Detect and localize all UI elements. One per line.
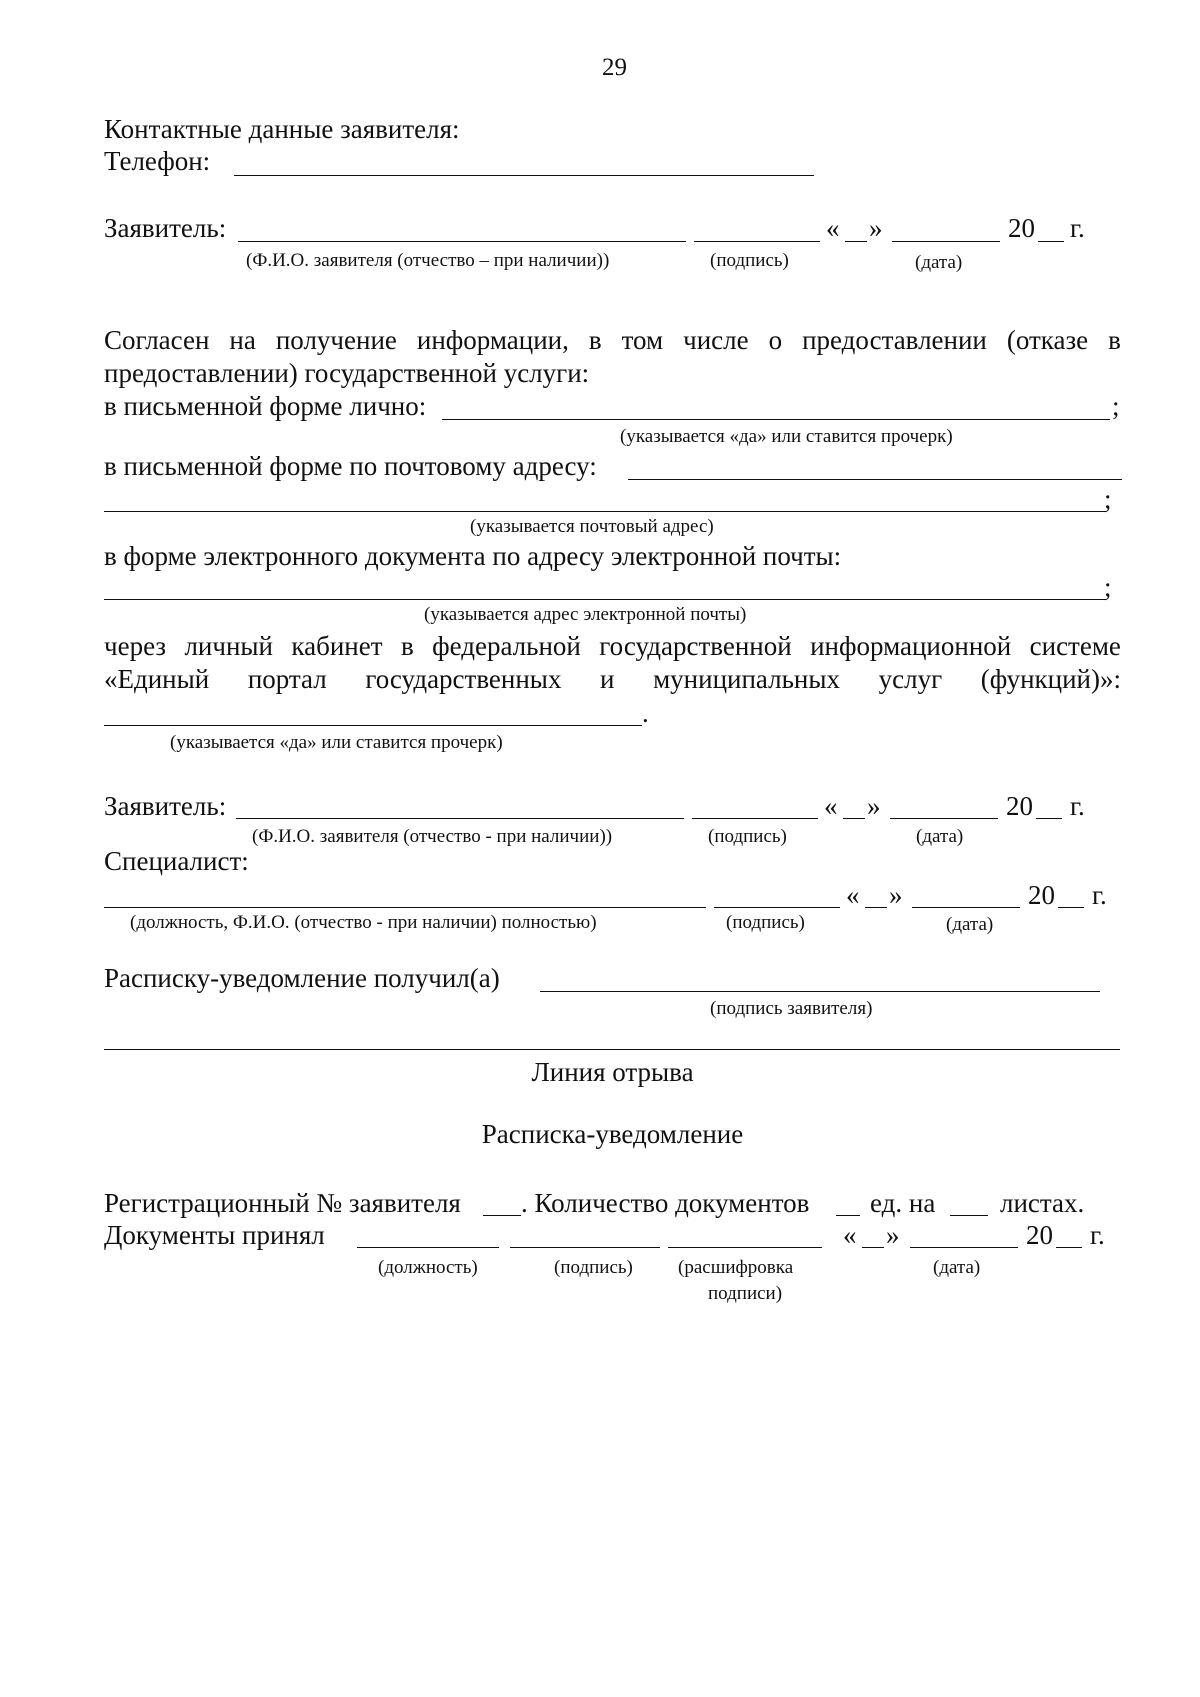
portal-line-2: [104, 663, 1121, 695]
doc-count-field[interactable]: [836, 1215, 860, 1216]
date-year-suffix: г.: [1070, 791, 1085, 821]
postal-label: в письменной форме по почтовому адресу:: [104, 451, 597, 481]
tear-line: [104, 1049, 1120, 1050]
consent-word: в: [588, 325, 602, 355]
caption-specialist-sign: (подпись): [726, 912, 805, 933]
caption-email: (указывается адрес электронной почты): [424, 604, 747, 625]
portal-word: портал: [247, 664, 327, 694]
phone-field[interactable]: [234, 175, 814, 176]
date-quote-close: »: [886, 1220, 900, 1250]
date-year-prefix: 20: [1028, 880, 1055, 910]
consent-line-1: [104, 324, 1121, 356]
semicolon: ;: [1104, 572, 1112, 602]
caption-applicant-fio: (Ф.И.О. заявителя (отчество – при наличии)): [246, 250, 610, 271]
sheets-label: листах.: [1000, 1188, 1085, 1218]
consent-line-2: предоставлении) государственной услуги:: [104, 358, 590, 388]
portal-word: муниципальных: [653, 664, 841, 694]
applicant-label: Заявитель:: [104, 213, 227, 243]
caption-specialist-date: (дата): [946, 914, 994, 935]
date-year-prefix: 20: [1008, 213, 1035, 243]
postal-field-2[interactable]: [104, 511, 1106, 512]
date-year-suffix: г.: [1092, 880, 1107, 910]
portal-field[interactable]: [104, 725, 642, 726]
date-quote-open: «: [843, 1220, 857, 1250]
reg-number-label: Регистрационный № заявителя: [104, 1188, 461, 1218]
written-personal-field[interactable]: [442, 419, 1110, 420]
portal-line-1: [104, 630, 1121, 662]
date-quote-close: »: [889, 880, 903, 910]
specialist-sign-field[interactable]: [714, 907, 840, 908]
accepted-year-field[interactable]: [1056, 1247, 1082, 1248]
applicant-sign-field[interactable]: [692, 818, 818, 819]
accepted-month-field[interactable]: [910, 1247, 1018, 1248]
phone-label: Телефон:: [104, 146, 211, 176]
portal-word: через: [104, 631, 167, 661]
receipt-title: Расписка-уведомление: [481, 1119, 744, 1149]
accepted-label: Документы принял: [104, 1220, 325, 1250]
caption-portal: (указывается «да» или ставится прочерк): [170, 732, 503, 753]
caption-applicant-sign: (подпись): [710, 250, 789, 271]
specialist-year-field[interactable]: [1058, 907, 1084, 908]
caption-accepted-decode-2: подписи): [708, 1283, 783, 1304]
applicant-day-field[interactable]: [845, 241, 867, 242]
date-year-suffix: г.: [1070, 213, 1085, 243]
applicant-year-field[interactable]: [1038, 241, 1064, 242]
caption-accepted-date: (дата): [933, 1257, 981, 1278]
page-number: 29: [602, 54, 627, 81]
specialist-label: Специалист:: [104, 846, 249, 876]
consent-word: предоставлении: [802, 325, 987, 355]
caption-written-personal: (указывается «да» или ставится прочерк): [620, 426, 953, 447]
consent-word: о: [768, 325, 783, 355]
portal-word: в: [400, 631, 414, 661]
caption-accepted-decode-1: (расшифровка: [678, 1257, 794, 1278]
caption-applicant-fio: (Ф.И.О. заявителя (отчество - при наличии)): [252, 826, 613, 847]
portal-word: системе: [1029, 631, 1121, 661]
written-personal-label: в письменной форме лично:: [104, 391, 427, 421]
caption-applicant-sign: (подпись): [708, 826, 787, 847]
caption-accepted-position: (должность): [378, 1257, 478, 1278]
consent-word: в: [1108, 325, 1121, 355]
caption-applicant-date: (дата): [915, 252, 963, 273]
applicant-fio-field[interactable]: [238, 241, 686, 242]
contact-title: Контактные данные заявителя:: [104, 114, 460, 144]
caption-receipt-received: (подпись заявителя): [710, 998, 873, 1019]
caption-postal: (указывается почтовый адрес): [470, 516, 714, 537]
applicant-sign-field[interactable]: [694, 241, 820, 242]
consent-word: получение: [275, 325, 397, 355]
applicant-label: Заявитель:: [104, 791, 227, 821]
accepted-day-field[interactable]: [862, 1247, 884, 1248]
postal-field-1[interactable]: [628, 479, 1122, 480]
tear-line-label: Линия отрыва: [531, 1057, 694, 1087]
receipt-received-label: Расписку-уведомление получил(а): [104, 963, 500, 993]
portal-word: (функций)»:: [980, 664, 1121, 694]
date-year-prefix: 20: [1026, 1220, 1053, 1250]
portal-word: государственной: [599, 631, 792, 661]
receipt-received-field[interactable]: [540, 991, 1100, 992]
applicant-year-field[interactable]: [1036, 818, 1062, 819]
specialist-position-field[interactable]: [104, 907, 706, 908]
portal-word: государственных: [365, 664, 562, 694]
portal-word: личный: [184, 631, 273, 661]
portal-word: услуг: [878, 664, 943, 694]
date-quote-open: «: [826, 213, 840, 243]
portal-word: федеральной: [432, 631, 581, 661]
consent-word: (отказе: [1006, 325, 1089, 355]
accepted-decode-field[interactable]: [668, 1247, 822, 1248]
email-label: в форме электронного документа по адресу электронной почты:: [104, 541, 842, 571]
specialist-day-field[interactable]: [865, 907, 887, 908]
doc-count-label: . Количество документов: [521, 1188, 810, 1218]
semicolon: ;: [1104, 484, 1112, 514]
date-quote-close: »: [867, 791, 881, 821]
consent-word: том: [621, 325, 664, 355]
applicant-day-field[interactable]: [843, 818, 865, 819]
portal-word: «Единый: [104, 664, 210, 694]
units-label: ед. на: [870, 1188, 936, 1218]
consent-word: Согласен: [104, 325, 210, 355]
consent-word: на: [229, 325, 256, 355]
portal-word: кабинет: [291, 631, 383, 661]
date-quote-open: «: [824, 791, 838, 821]
accepted-position-field[interactable]: [357, 1247, 499, 1248]
consent-word: числе: [683, 325, 749, 355]
reg-number-field[interactable]: [483, 1215, 521, 1216]
applicant-month-field[interactable]: [892, 241, 1000, 242]
caption-specialist-position: (должность, Ф.И.О. (отчество - при наличии) полностью): [130, 912, 597, 933]
period: .: [642, 698, 649, 728]
applicant-fio-field[interactable]: [236, 818, 684, 819]
portal-word: и: [600, 664, 615, 694]
date-quote-close: »: [869, 213, 883, 243]
accepted-sign-field[interactable]: [510, 1247, 660, 1248]
caption-accepted-sign: (подпись): [554, 1257, 633, 1278]
semicolon: ;: [1112, 391, 1120, 421]
caption-applicant-date: (дата): [916, 826, 964, 847]
sheets-count-field[interactable]: [950, 1215, 988, 1216]
date-year-prefix: 20: [1006, 791, 1033, 821]
date-year-suffix: г.: [1090, 1220, 1105, 1250]
consent-word: информации,: [416, 325, 569, 355]
email-field[interactable]: [104, 599, 1106, 600]
portal-word: информационной: [810, 631, 1012, 661]
date-quote-open: «: [846, 880, 860, 910]
specialist-month-field[interactable]: [912, 907, 1020, 908]
applicant-month-field[interactable]: [890, 818, 998, 819]
